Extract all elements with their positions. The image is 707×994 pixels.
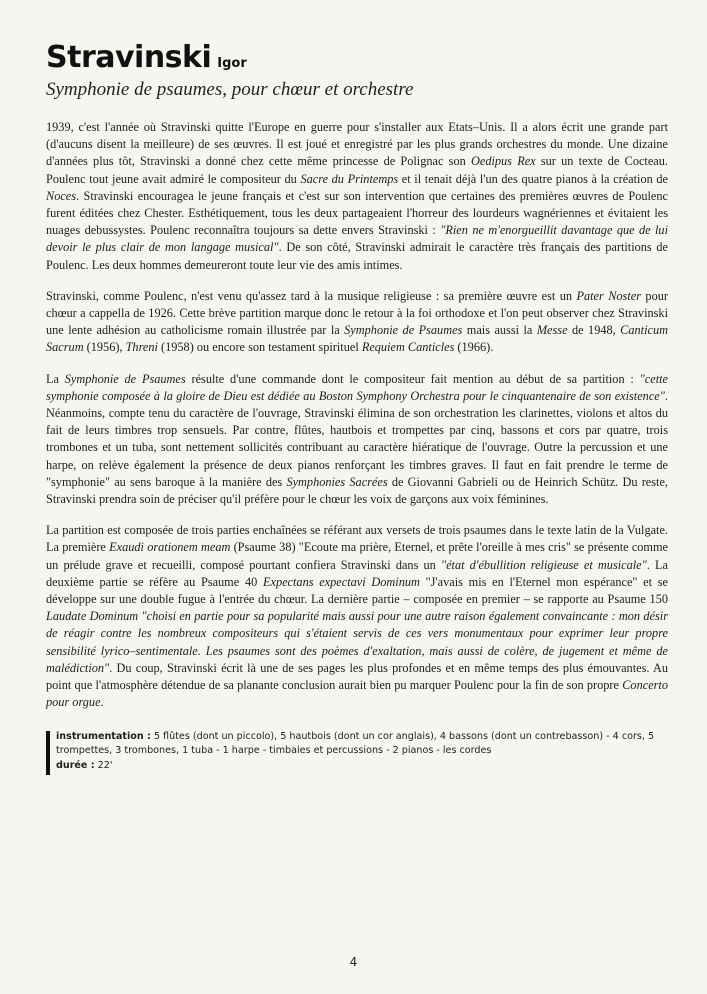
- paragraph: [46, 522, 668, 711]
- italic-text: Threni: [125, 340, 158, 355]
- italic-text: "choisi en partie pour sa popularité mais aussi pour une autre raison également convaincante : mon désir de réagir contre les nombreux compositeurs qui s'étaient servis de ces vers monumentaux pour exprimer leur propre sensibilité lyrico–sentimentale. Les psaumes sont des poèmes d'exaltation, mais aussi de colère, de jugement et même de malédiction": [46, 609, 668, 675]
- duration-line: [56, 759, 668, 774]
- italic-text: Oedipus Rex: [470, 154, 536, 169]
- work-title: Symphonie de psaumes, pour chœur et orchestre: [46, 79, 414, 100]
- italic-text: "Rien ne m'enorgueillit davantage que de lui devoir le plus clair de mon langage musical": [46, 223, 669, 255]
- text-run: mais aussi la: [462, 323, 537, 338]
- italic-text: Concerto pour orgue: [46, 678, 668, 710]
- italic-text: Expectans expectavi Dominum: [262, 574, 420, 589]
- paragraph: [46, 288, 668, 357]
- duration-value: 22': [94, 759, 113, 771]
- text-run: (1958) ou encore son testament spirituel: [157, 340, 362, 355]
- paragraph: [46, 371, 668, 509]
- text-run: . De son côté, Stravinski admirait le caractère très français des partitions de Poulenc. Les deux hommes demeureront toute leur vie des amis intimes.: [46, 240, 668, 272]
- text-run: . Néanmoins, compte tenu du caractère de l'ouvrage, Stravinski élimina de son orchestration les clarinettes, violons et altos du fait de leurs timbres trop sensuels. Par contre, flûtes, hautbois et trompettes par cinq, bassons et cors par quatre, trois trombones et un tuba, sont nettement sollicités contribuant au caractère hiératique de l'ouvrage. Outre la percussion et une harpe, on relève également la présence de deux pianos renforçant les timbres graves. Il faut en fait prendre le terme de "symphonie" au sens baroque à la manière des: [46, 388, 668, 489]
- text-run: Stravinski, comme Poulenc, n'est venu qu'assez tard à la musique religieuse : sa première œuvre est un: [46, 288, 577, 303]
- text-run: résulte d'une commande dont le compositeur fait mention au début de sa partition :: [185, 371, 640, 386]
- text-run: La partition est composée de trois parties enchaînées se référant aux versets de trois psaumes dans le texte latin de la Vulgate. La première: [46, 523, 668, 555]
- italic-text: Canticum Sacrum: [46, 323, 668, 355]
- text-run: .: [100, 695, 104, 710]
- text-run: (Psaume 38) "Ecoute ma prière, Eternel, et prête l'oreille à mes cris" se présente comme un prélude grave et recueilli, composé pourtant confiera Stravinski dans un: [46, 540, 669, 572]
- italic-text: Requiem Canticles: [361, 340, 455, 355]
- instrumentation-line: [56, 730, 668, 759]
- italic-text: "cette symphonie composée à la gloire de Dieu est dédiée au Boston Symphony Orchestra pour le cinquantenaire de son existence": [46, 371, 668, 403]
- text-run: de 1948,: [567, 323, 621, 338]
- paragraph: [46, 119, 668, 274]
- italic-text: Symphonie de Psaumes: [64, 371, 186, 386]
- text-run: 1939, c'est l'année où Stravinski quitte l'Europe en guerre pour s'installer aux Etats–Unis. Il a alors écrit une grande part (d'aucuns disent la meilleure) de ses œuvres. Il est joué et enregistré par les plus grands orchestres du monde. Une dizaine d'années plus tôt, Stravinski a donné chez cette même princesse de Polignac son: [46, 120, 668, 169]
- text-run: . Du coup, Stravinski écrit là une de ses pages les plus profondes et en même temps des plus émouvantes. Au point que l'atmosphère détendue de sa planante conclusion aurait bien pu marquer Poulenc pour la fin de son propre: [46, 660, 668, 693]
- text-run: . Stravinski encouragea le jeune français et c'est sur son intervention que certaines des premières œuvres de Poulenc furent éditées chez Chester. Esthétiquement, tous les deux partageaient l'horreur des lourdeurs wagnériennes et évitaient les nuages debussystes. Poulenc reconnaîtra toujours sa dette envers Stravinski :: [46, 188, 668, 238]
- text-run: (1966).: [454, 340, 494, 355]
- instrumentation-bar: [46, 731, 50, 775]
- text-run: "J'avais mis en l'Eternel mon espérance" et se développe sur une double fugue à l'entrée du chœur. La dernière partie – composée en premier – se rapporte au Psaume 150: [46, 574, 668, 607]
- italic-text: Symphonies Sacrées: [286, 474, 388, 489]
- instrumentation-label: instrumentation :: [56, 730, 151, 742]
- text-run: La: [46, 371, 65, 386]
- text-run: sur un texte de Cocteau. Poulenc tout jeune avait admiré le compositeur du: [46, 154, 668, 186]
- page: [46, 40, 668, 773]
- title-row: [46, 40, 668, 75]
- text-run: . La deuxième partie se réfère au Psaume 40: [46, 557, 668, 589]
- italic-text: Sacre du Printemps: [300, 171, 399, 186]
- text-run: et il tenait déjà l'un des quatre pianos à la création de: [398, 171, 668, 186]
- italic-text: Symphonie de Psaumes: [344, 323, 463, 338]
- text-run: (1956),: [83, 340, 126, 355]
- italic-text: Laudate Dominum: [46, 609, 139, 624]
- italic-text: Noces: [46, 188, 77, 203]
- composer-name: Stravinski: [46, 40, 212, 75]
- page-number: 4: [349, 955, 358, 969]
- italic-text: Pater Noster: [576, 288, 641, 303]
- italic-text: Messe: [536, 323, 568, 338]
- composer-first-name: Igor: [217, 56, 247, 71]
- text-run: de Giovanni Gabrieli ou de Heinrich Schütz. Du reste, Stravinski prendra soin de préciser qu'il préfère pour le chœur les voix de garçons aux voix féminines.: [46, 474, 669, 507]
- italic-text: Exaudi orationem meam: [109, 540, 231, 555]
- text-run: pour chœur a cappella de 1926. Cette brève partition marque donc le retour à la foi orthodoxe et l'on peut observer chez Stravinski une lente adhésion au catholicisme romain illustrée par la: [46, 288, 668, 338]
- italic-text: "état d'ébullition religieuse et musicale": [440, 557, 647, 572]
- instrumentation-text: 5 flûtes (dont un piccolo), 5 hautbois (dont un cor anglais), 4 bassons (dont un contrebasson) - 4 cors, 5 trompettes, 3 trombones, 1 tuba - 1 harpe - timbales et percussions - 2 pianos - les cordes: [56, 730, 655, 756]
- instrumentation-block: [46, 730, 668, 774]
- duration-label: durée :: [56, 759, 95, 771]
